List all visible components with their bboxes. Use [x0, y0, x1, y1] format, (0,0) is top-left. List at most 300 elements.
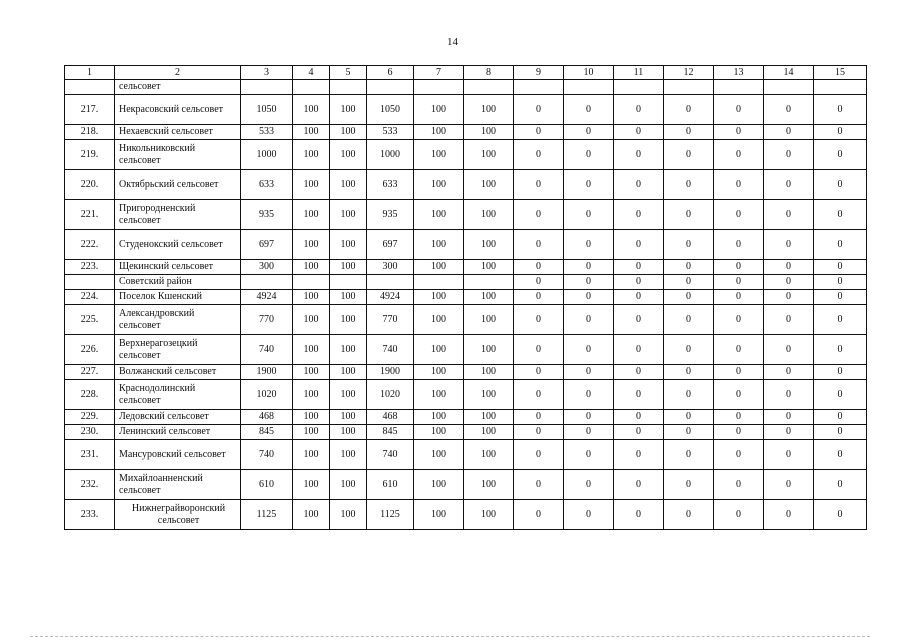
table-cell: 0	[664, 95, 714, 125]
table-cell: 100	[464, 440, 514, 470]
table-row	[65, 380, 867, 410]
table-cell: 100	[330, 500, 367, 530]
table-cell: 0	[764, 365, 814, 380]
table-cell: 0	[764, 305, 814, 335]
table-cell: 0	[514, 95, 564, 125]
table-cell: 0	[514, 335, 564, 365]
table-cell: 0	[564, 200, 614, 230]
header-row	[65, 66, 867, 80]
table-row	[65, 335, 867, 365]
table-cell: 770	[241, 305, 293, 335]
table-cell: 0	[664, 260, 714, 275]
table-cell: 0	[514, 425, 564, 440]
table-cell: 100	[414, 200, 464, 230]
row-number: 224.	[65, 290, 115, 305]
table-cell: 0	[814, 140, 867, 170]
table-cell: 100	[414, 500, 464, 530]
table-cell: 1900	[241, 365, 293, 380]
column-header: 14	[764, 66, 814, 80]
table-cell: 100	[330, 335, 367, 365]
column-header: 1	[65, 66, 115, 80]
table-cell: 0	[664, 125, 714, 140]
table-cell: 100	[293, 410, 330, 425]
table-cell: 100	[414, 290, 464, 305]
table-cell: 1050	[367, 95, 414, 125]
table-cell	[330, 80, 367, 95]
table-cell: 0	[664, 410, 714, 425]
page-bottom-divider	[30, 636, 870, 637]
row-number: 218.	[65, 125, 115, 140]
table-cell: 0	[514, 200, 564, 230]
table-cell: 100	[330, 170, 367, 200]
table-cell	[564, 80, 614, 95]
row-number: 228.	[65, 380, 115, 410]
table-cell: 300	[241, 260, 293, 275]
municipality-name: Поселок Кшенский	[115, 290, 241, 305]
table-cell: 0	[514, 230, 564, 260]
table-cell: 0	[614, 275, 664, 290]
table-cell: 100	[414, 95, 464, 125]
table-cell: 100	[464, 380, 514, 410]
table-cell: 0	[564, 305, 614, 335]
table-cell: 0	[514, 380, 564, 410]
table-cell: 100	[330, 470, 367, 500]
table-cell: 0	[614, 365, 664, 380]
table-cell: 100	[464, 260, 514, 275]
data-table-container	[64, 65, 866, 530]
table-cell: 100	[293, 500, 330, 530]
table-cell: 468	[367, 410, 414, 425]
table-cell: 0	[814, 275, 867, 290]
table-row	[65, 80, 867, 95]
table-cell: 0	[764, 125, 814, 140]
table-cell: 0	[564, 170, 614, 200]
table-cell	[330, 275, 367, 290]
page-number: 14	[447, 36, 458, 48]
table-cell: 0	[814, 170, 867, 200]
table-cell: 100	[330, 365, 367, 380]
table-cell: 0	[614, 500, 664, 530]
table-cell	[293, 80, 330, 95]
column-header: 13	[714, 66, 764, 80]
table-cell: 0	[814, 230, 867, 260]
table-cell: 0	[664, 380, 714, 410]
row-number: 217.	[65, 95, 115, 125]
table-cell: 100	[293, 170, 330, 200]
table-cell: 0	[564, 260, 614, 275]
table-cell: 0	[764, 170, 814, 200]
table-cell: 610	[367, 470, 414, 500]
table-cell: 100	[293, 305, 330, 335]
table-cell	[414, 275, 464, 290]
row-number: 222.	[65, 230, 115, 260]
table-cell: 100	[414, 140, 464, 170]
table-cell: 0	[664, 425, 714, 440]
table-cell: 100	[293, 260, 330, 275]
table-cell: 100	[464, 305, 514, 335]
table-cell	[367, 80, 414, 95]
table-cell: 100	[330, 290, 367, 305]
table-cell: 100	[464, 335, 514, 365]
table-cell: 100	[330, 140, 367, 170]
table-cell: 100	[414, 440, 464, 470]
table-cell: 0	[664, 140, 714, 170]
table-cell: 633	[241, 170, 293, 200]
table-row	[65, 440, 867, 470]
table-cell: 100	[464, 170, 514, 200]
table-cell: 0	[814, 410, 867, 425]
table-cell: 0	[814, 470, 867, 500]
table-cell: 100	[293, 200, 330, 230]
table-cell: 0	[764, 410, 814, 425]
table-cell: 770	[367, 305, 414, 335]
table-cell: 0	[714, 290, 764, 305]
table-cell: 0	[614, 95, 664, 125]
table-cell: 1020	[367, 380, 414, 410]
table-cell: 0	[764, 500, 814, 530]
column-header: 3	[241, 66, 293, 80]
table-cell: 100	[293, 125, 330, 140]
table-cell: 0	[514, 410, 564, 425]
row-number: 229.	[65, 410, 115, 425]
table-cell: 0	[714, 440, 764, 470]
table-cell: 533	[367, 125, 414, 140]
table-cell: 0	[564, 380, 614, 410]
table-body	[65, 80, 867, 530]
table-cell: 100	[464, 95, 514, 125]
table-cell: 0	[714, 335, 764, 365]
table-cell	[241, 275, 293, 290]
table-cell: 0	[814, 365, 867, 380]
table-cell: 697	[241, 230, 293, 260]
municipality-name: Октябрьский сельсовет	[115, 170, 241, 200]
table-cell: 100	[330, 425, 367, 440]
table-cell: 100	[293, 290, 330, 305]
column-header: 5	[330, 66, 367, 80]
municipality-name: Волжанский сельсовет	[115, 365, 241, 380]
table-cell: 0	[764, 440, 814, 470]
table-cell: 100	[464, 125, 514, 140]
table-cell: 0	[614, 380, 664, 410]
table-cell: 740	[241, 440, 293, 470]
table-cell: 0	[614, 200, 664, 230]
table-cell: 100	[330, 410, 367, 425]
column-header: 7	[414, 66, 464, 80]
data-table	[64, 65, 867, 530]
table-cell: 0	[764, 380, 814, 410]
table-cell: 100	[464, 200, 514, 230]
column-header: 8	[464, 66, 514, 80]
table-cell: 100	[464, 290, 514, 305]
table-cell: 0	[614, 230, 664, 260]
table-cell: 0	[714, 260, 764, 275]
municipality-name: Пригородненский сельсовет	[115, 200, 241, 230]
column-header: 6	[367, 66, 414, 80]
table-cell: 0	[664, 500, 714, 530]
table-cell: 935	[241, 200, 293, 230]
table-cell: 1050	[241, 95, 293, 125]
municipality-name: Александровский сельсовет	[115, 305, 241, 335]
row-number: 230.	[65, 425, 115, 440]
table-cell: 100	[414, 260, 464, 275]
table-cell: 100	[464, 365, 514, 380]
table-cell: 0	[714, 230, 764, 260]
table-cell: 0	[714, 125, 764, 140]
table-cell: 0	[664, 470, 714, 500]
table-cell: 4924	[367, 290, 414, 305]
table-cell: 0	[664, 170, 714, 200]
table-cell: 0	[764, 95, 814, 125]
table-cell: 0	[764, 230, 814, 260]
table-cell: 0	[514, 500, 564, 530]
table-cell	[367, 275, 414, 290]
table-row	[65, 290, 867, 305]
table-cell: 0	[614, 290, 664, 305]
table-cell: 100	[330, 95, 367, 125]
table-cell: 100	[293, 140, 330, 170]
table-cell: 935	[367, 200, 414, 230]
table-row	[65, 230, 867, 260]
municipality-name: Никольниковский сельсовет	[115, 140, 241, 170]
row-number: 223.	[65, 260, 115, 275]
table-cell	[464, 275, 514, 290]
table-row	[65, 125, 867, 140]
municipality-name: Мансуровский сельсовет	[115, 440, 241, 470]
table-cell: 0	[564, 125, 614, 140]
table-cell: 0	[714, 200, 764, 230]
table-cell	[293, 275, 330, 290]
municipality-name: Михайлоанненский сельсовет	[115, 470, 241, 500]
table-cell: 0	[664, 335, 714, 365]
table-row	[65, 275, 867, 290]
row-number: 233.	[65, 500, 115, 530]
table-cell: 0	[764, 290, 814, 305]
table-cell: 740	[241, 335, 293, 365]
table-cell: 1020	[241, 380, 293, 410]
row-number	[65, 275, 115, 290]
table-cell: 0	[564, 95, 614, 125]
table-cell: 0	[664, 440, 714, 470]
table-cell: 0	[514, 440, 564, 470]
table-cell	[814, 80, 867, 95]
table-cell: 0	[814, 380, 867, 410]
table-cell: 100	[293, 425, 330, 440]
table-cell	[714, 80, 764, 95]
table-cell: 0	[764, 200, 814, 230]
table-cell: 0	[714, 425, 764, 440]
table-cell: 0	[814, 440, 867, 470]
table-cell: 0	[564, 335, 614, 365]
table-cell: 0	[814, 425, 867, 440]
table-cell: 100	[330, 440, 367, 470]
table-cell: 100	[464, 425, 514, 440]
table-cell: 100	[293, 380, 330, 410]
table-cell	[614, 80, 664, 95]
table-cell: 1000	[367, 140, 414, 170]
table-row	[65, 470, 867, 500]
table-cell	[514, 80, 564, 95]
table-cell: 4924	[241, 290, 293, 305]
row-number: 226.	[65, 335, 115, 365]
row-number: 220.	[65, 170, 115, 200]
table-cell: 740	[367, 440, 414, 470]
column-header: 2	[115, 66, 241, 80]
table-cell: 0	[664, 230, 714, 260]
table-cell: 0	[814, 305, 867, 335]
table-cell: 0	[764, 335, 814, 365]
table-cell: 0	[564, 440, 614, 470]
table-cell: 633	[367, 170, 414, 200]
table-cell: 0	[714, 275, 764, 290]
table-cell: 0	[714, 365, 764, 380]
table-cell: 0	[714, 140, 764, 170]
table-cell: 0	[514, 290, 564, 305]
table-cell: 740	[367, 335, 414, 365]
table-cell: 0	[814, 290, 867, 305]
table-cell	[764, 80, 814, 95]
row-number: 225.	[65, 305, 115, 335]
table-row	[65, 260, 867, 275]
table-cell: 100	[414, 230, 464, 260]
table-cell: 0	[764, 140, 814, 170]
table-cell: 100	[293, 335, 330, 365]
column-header: 11	[614, 66, 664, 80]
table-cell: 100	[414, 425, 464, 440]
table-cell: 0	[714, 95, 764, 125]
table-cell: 100	[414, 170, 464, 200]
table-cell: 0	[564, 470, 614, 500]
table-cell: 0	[514, 305, 564, 335]
municipality-name: сельсовет	[115, 80, 241, 95]
row-number: 221.	[65, 200, 115, 230]
table-cell	[241, 80, 293, 95]
table-cell: 100	[464, 500, 514, 530]
column-header: 10	[564, 66, 614, 80]
table-cell: 0	[564, 425, 614, 440]
table-cell: 100	[330, 380, 367, 410]
table-cell: 0	[764, 470, 814, 500]
table-cell: 100	[330, 125, 367, 140]
municipality-name: Ледовский сельсовет	[115, 410, 241, 425]
municipality-name: Ленинский сельсовет	[115, 425, 241, 440]
table-cell: 100	[330, 230, 367, 260]
table-cell: 100	[414, 380, 464, 410]
table-cell: 0	[614, 335, 664, 365]
table-cell: 0	[714, 470, 764, 500]
table-cell: 0	[714, 500, 764, 530]
table-cell: 0	[514, 470, 564, 500]
table-cell: 100	[464, 230, 514, 260]
table-cell: 100	[330, 200, 367, 230]
municipality-name: Краснодолинский сельсовет	[115, 380, 241, 410]
table-cell: 0	[714, 380, 764, 410]
table-cell: 0	[564, 230, 614, 260]
table-cell: 0	[714, 410, 764, 425]
table-cell	[664, 80, 714, 95]
municipality-name: Студенокский сельсовет	[115, 230, 241, 260]
table-cell: 0	[764, 260, 814, 275]
table-cell: 100	[330, 305, 367, 335]
table-cell: 0	[814, 200, 867, 230]
table-row	[65, 365, 867, 380]
table-row	[65, 95, 867, 125]
table-cell: 0	[664, 305, 714, 335]
table-cell: 0	[514, 170, 564, 200]
table-cell: 468	[241, 410, 293, 425]
table-cell: 1125	[241, 500, 293, 530]
table-cell: 300	[367, 260, 414, 275]
column-header: 9	[514, 66, 564, 80]
table-cell: 100	[414, 305, 464, 335]
table-cell: 0	[564, 275, 614, 290]
table-cell: 0	[664, 290, 714, 305]
table-cell: 100	[293, 470, 330, 500]
table-cell	[464, 80, 514, 95]
table-cell: 697	[367, 230, 414, 260]
row-number	[65, 80, 115, 95]
table-cell: 1900	[367, 365, 414, 380]
table-cell: 1000	[241, 140, 293, 170]
table-row	[65, 140, 867, 170]
table-cell: 0	[514, 140, 564, 170]
municipality-name: Нехаевский сельсовет	[115, 125, 241, 140]
table-cell: 100	[464, 410, 514, 425]
table-cell: 100	[464, 140, 514, 170]
table-cell	[414, 80, 464, 95]
column-header: 12	[664, 66, 714, 80]
table-cell: 100	[330, 260, 367, 275]
table-row	[65, 425, 867, 440]
table-cell: 1125	[367, 500, 414, 530]
table-cell: 0	[614, 305, 664, 335]
table-cell: 0	[814, 335, 867, 365]
table-cell: 0	[814, 500, 867, 530]
table-cell: 0	[564, 365, 614, 380]
table-cell: 0	[514, 275, 564, 290]
table-cell: 0	[614, 410, 664, 425]
table-cell: 0	[814, 125, 867, 140]
table-cell: 0	[564, 500, 614, 530]
table-cell: 0	[614, 260, 664, 275]
table-row	[65, 170, 867, 200]
municipality-name: Некрасовский сельсовет	[115, 95, 241, 125]
row-number: 227.	[65, 365, 115, 380]
table-cell: 610	[241, 470, 293, 500]
table-row	[65, 200, 867, 230]
municipality-name: Верхнерагозецкий сельсовет	[115, 335, 241, 365]
table-cell: 845	[367, 425, 414, 440]
table-cell: 100	[414, 410, 464, 425]
table-cell: 845	[241, 425, 293, 440]
table-row	[65, 305, 867, 335]
table-cell: 0	[814, 95, 867, 125]
table-cell: 0	[614, 425, 664, 440]
table-cell: 0	[664, 365, 714, 380]
row-number: 232.	[65, 470, 115, 500]
table-cell: 0	[764, 425, 814, 440]
column-header: 4	[293, 66, 330, 80]
table-cell: 100	[293, 95, 330, 125]
table-cell: 0	[514, 260, 564, 275]
table-cell: 0	[814, 260, 867, 275]
table-cell: 0	[714, 305, 764, 335]
table-cell: 0	[564, 410, 614, 425]
table-cell: 0	[564, 140, 614, 170]
table-cell: 0	[514, 125, 564, 140]
table-cell: 100	[293, 230, 330, 260]
table-cell: 100	[464, 470, 514, 500]
table-cell: 100	[293, 365, 330, 380]
